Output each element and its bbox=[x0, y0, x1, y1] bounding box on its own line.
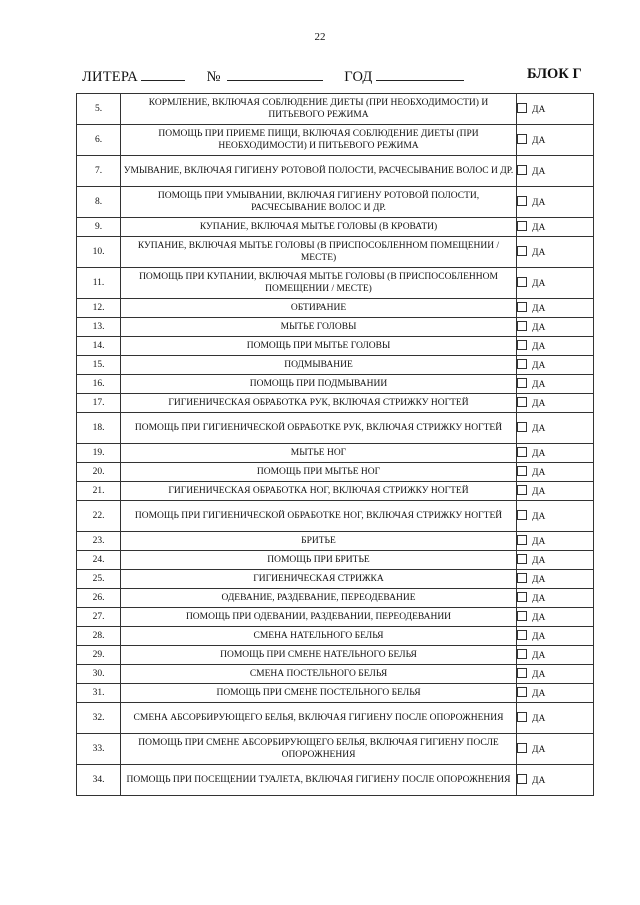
yes-checkbox-cell[interactable] bbox=[517, 684, 594, 703]
item-number: 11. bbox=[77, 268, 121, 299]
item-number: 6. bbox=[77, 125, 121, 156]
item-description: ПОМОЩЬ ПРИ ПОДМЫВАНИИ bbox=[121, 375, 517, 394]
checkbox[interactable] bbox=[517, 321, 527, 331]
checkbox[interactable] bbox=[517, 196, 527, 206]
item-number: 24. bbox=[77, 551, 121, 570]
yes-checkbox-cell[interactable] bbox=[517, 463, 594, 482]
item-description: ПОМОЩЬ ПРИ ОДЕВАНИИ, РАЗДЕВАНИИ, ПЕРЕОДЕВАНИИ bbox=[121, 608, 517, 627]
table-row bbox=[77, 482, 594, 501]
yes-checkbox-cell[interactable] bbox=[517, 413, 594, 444]
yes-checkbox-cell[interactable] bbox=[517, 125, 594, 156]
yes-checkbox-cell[interactable] bbox=[517, 501, 594, 532]
yes-checkbox-cell[interactable] bbox=[517, 375, 594, 394]
item-description: СМЕНА ПОСТЕЛЬНОГО БЕЛЬЯ bbox=[121, 665, 517, 684]
checkbox[interactable] bbox=[517, 774, 527, 784]
item-description: ПОМОЩЬ ПРИ УМЫВАНИИ, ВКЛЮЧАЯ ГИГИЕНУ РОТОВОЙ ПОЛОСТИ, РАСЧЕСЫВАНИЕ ВОЛОС И ДР. bbox=[121, 187, 517, 218]
table-row bbox=[77, 703, 594, 734]
checkbox[interactable] bbox=[517, 535, 527, 545]
yes-checkbox-cell[interactable] bbox=[517, 665, 594, 684]
number-field[interactable] bbox=[227, 68, 323, 81]
checkbox-label: ДА bbox=[532, 744, 546, 755]
checkbox-label: ДА bbox=[532, 467, 546, 478]
table-row bbox=[77, 156, 594, 187]
checkbox-label: ДА bbox=[532, 303, 546, 314]
checkbox[interactable] bbox=[517, 221, 527, 231]
item-description: ОБТИРАНИЕ bbox=[121, 299, 517, 318]
item-number: 5. bbox=[77, 94, 121, 125]
item-description: ГИГИЕНИЧЕСКАЯ ОБРАБОТКА РУК, ВКЛЮЧАЯ СТРИЖКУ НОГТЕЙ bbox=[121, 394, 517, 413]
checkbox[interactable] bbox=[517, 649, 527, 659]
checkbox[interactable] bbox=[517, 630, 527, 640]
checkbox-label: ДА bbox=[532, 713, 546, 724]
yes-checkbox-cell[interactable] bbox=[517, 444, 594, 463]
checkbox[interactable] bbox=[517, 134, 527, 144]
yes-checkbox-cell[interactable] bbox=[517, 237, 594, 268]
item-number: 21. bbox=[77, 482, 121, 501]
yes-checkbox-cell[interactable] bbox=[517, 608, 594, 627]
item-description: ГИГИЕНИЧЕСКАЯ СТРИЖКА bbox=[121, 570, 517, 589]
yes-checkbox-cell[interactable] bbox=[517, 570, 594, 589]
table-row bbox=[77, 94, 594, 125]
item-description: ПОМОЩЬ ПРИ СМЕНЕ НАТЕЛЬНОГО БЕЛЬЯ bbox=[121, 646, 517, 665]
checkbox[interactable] bbox=[517, 422, 527, 432]
item-number: 17. bbox=[77, 394, 121, 413]
checkbox[interactable] bbox=[517, 554, 527, 564]
table-row bbox=[77, 608, 594, 627]
item-number: 31. bbox=[77, 684, 121, 703]
table-row bbox=[77, 463, 594, 482]
item-number: 18. bbox=[77, 413, 121, 444]
item-number: 8. bbox=[77, 187, 121, 218]
block-label: БЛОК Г bbox=[527, 66, 582, 82]
yes-checkbox-cell[interactable] bbox=[517, 156, 594, 187]
item-description: ПОМОЩЬ ПРИ ГИГИЕНИЧЕСКОЙ ОБРАБОТКЕ НОГ, ВКЛЮЧАЯ СТРИЖКУ НОГТЕЙ bbox=[121, 501, 517, 532]
checkbox-label: ДА bbox=[532, 669, 546, 680]
yes-checkbox-cell[interactable] bbox=[517, 394, 594, 413]
checkbox-label: ДА bbox=[532, 511, 546, 522]
yes-checkbox-cell[interactable] bbox=[517, 318, 594, 337]
yes-checkbox-cell[interactable] bbox=[517, 94, 594, 125]
table-row bbox=[77, 765, 594, 796]
number-label: № bbox=[206, 69, 221, 85]
checkbox[interactable] bbox=[517, 302, 527, 312]
item-number: 25. bbox=[77, 570, 121, 589]
form-header bbox=[82, 68, 464, 86]
item-number: 33. bbox=[77, 734, 121, 765]
litera-field[interactable] bbox=[141, 68, 185, 81]
item-description: ПОМОЩЬ ПРИ ПРИЕМЕ ПИЩИ, ВКЛЮЧАЯ СОБЛЮДЕНИЕ ДИЕТЫ (ПРИ НЕОБХОДИМОСТИ) И ПИТЬЕВОГО РЕЖИМА bbox=[121, 125, 517, 156]
yes-checkbox-cell[interactable] bbox=[517, 218, 594, 237]
yes-checkbox-cell[interactable] bbox=[517, 551, 594, 570]
checkbox-label: ДА bbox=[532, 104, 546, 115]
checkbox-label: ДА bbox=[532, 278, 546, 289]
checkbox-label: ДА bbox=[532, 398, 546, 409]
item-number: 7. bbox=[77, 156, 121, 187]
checkbox[interactable] bbox=[517, 687, 527, 697]
item-description: БРИТЬЕ bbox=[121, 532, 517, 551]
checkbox[interactable] bbox=[517, 397, 527, 407]
item-description: КОРМЛЕНИЕ, ВКЛЮЧАЯ СОБЛЮДЕНИЕ ДИЕТЫ (ПРИ НЕОБХОДИМОСТИ) И ПИТЬЕВОГО РЕЖИМА bbox=[121, 94, 517, 125]
item-description: ГИГИЕНИЧЕСКАЯ ОБРАБОТКА НОГ, ВКЛЮЧАЯ СТРИЖКУ НОГТЕЙ bbox=[121, 482, 517, 501]
page-number: 22 bbox=[314, 31, 326, 43]
yes-checkbox-cell[interactable] bbox=[517, 482, 594, 501]
yes-checkbox-cell[interactable] bbox=[517, 337, 594, 356]
checkbox[interactable] bbox=[517, 378, 527, 388]
checkbox-label: ДА bbox=[532, 775, 546, 786]
table-row bbox=[77, 627, 594, 646]
item-description: УМЫВАНИЕ, ВКЛЮЧАЯ ГИГИЕНУ РОТОВОЙ ПОЛОСТИ, РАСЧЕСЫВАНИЕ ВОЛОС И ДР. bbox=[121, 156, 517, 187]
checkbox-label: ДА bbox=[532, 197, 546, 208]
checkbox-label: ДА bbox=[532, 650, 546, 661]
item-description: МЫТЬЕ НОГ bbox=[121, 444, 517, 463]
item-number: 16. bbox=[77, 375, 121, 394]
checkbox-label: ДА bbox=[532, 555, 546, 566]
checkbox-label: ДА bbox=[532, 486, 546, 497]
item-description: СМЕНА НАТЕЛЬНОГО БЕЛЬЯ bbox=[121, 627, 517, 646]
table-row bbox=[77, 187, 594, 218]
item-number: 19. bbox=[77, 444, 121, 463]
table-row bbox=[77, 218, 594, 237]
checkbox-label: ДА bbox=[532, 448, 546, 459]
item-number: 12. bbox=[77, 299, 121, 318]
year-label: ГОД bbox=[344, 69, 373, 85]
item-number: 22. bbox=[77, 501, 121, 532]
table-row bbox=[77, 551, 594, 570]
checkbox[interactable] bbox=[517, 277, 527, 287]
item-number: 32. bbox=[77, 703, 121, 734]
item-number: 9. bbox=[77, 218, 121, 237]
checkbox[interactable] bbox=[517, 668, 527, 678]
checkbox[interactable] bbox=[517, 485, 527, 495]
checkbox-label: ДА bbox=[532, 166, 546, 177]
checkbox[interactable] bbox=[517, 246, 527, 256]
checkbox-label: ДА bbox=[532, 631, 546, 642]
item-number: 26. bbox=[77, 589, 121, 608]
table-row bbox=[77, 646, 594, 665]
table-row bbox=[77, 394, 594, 413]
checkbox[interactable] bbox=[517, 592, 527, 602]
checkbox[interactable] bbox=[517, 743, 527, 753]
item-description: КУПАНИЕ, ВКЛЮЧАЯ МЫТЬЕ ГОЛОВЫ (В КРОВАТИ) bbox=[121, 218, 517, 237]
table-row bbox=[77, 356, 594, 375]
checkbox-label: ДА bbox=[532, 360, 546, 371]
table-row bbox=[77, 375, 594, 394]
table-row bbox=[77, 237, 594, 268]
item-number: 23. bbox=[77, 532, 121, 551]
yes-checkbox-cell[interactable] bbox=[517, 703, 594, 734]
yes-checkbox-cell[interactable] bbox=[517, 187, 594, 218]
item-number: 27. bbox=[77, 608, 121, 627]
checkbox-label: ДА bbox=[532, 135, 546, 146]
yes-checkbox-cell[interactable] bbox=[517, 646, 594, 665]
table-row bbox=[77, 532, 594, 551]
checkbox[interactable] bbox=[517, 340, 527, 350]
checkbox-label: ДА bbox=[532, 379, 546, 390]
checkbox-label: ДА bbox=[532, 423, 546, 434]
litera-label: ЛИТЕРА bbox=[82, 69, 138, 85]
checkbox[interactable] bbox=[517, 359, 527, 369]
item-number: 13. bbox=[77, 318, 121, 337]
item-description: ПОМОЩЬ ПРИ БРИТЬЕ bbox=[121, 551, 517, 570]
checkbox[interactable] bbox=[517, 573, 527, 583]
table-row bbox=[77, 734, 594, 765]
item-number: 29. bbox=[77, 646, 121, 665]
checkbox-label: ДА bbox=[532, 688, 546, 699]
checkbox-label: ДА bbox=[532, 222, 546, 233]
checkbox-label: ДА bbox=[532, 536, 546, 547]
item-number: 28. bbox=[77, 627, 121, 646]
table-row bbox=[77, 299, 594, 318]
item-description: ПОМОЩЬ ПРИ СМЕНЕ ПОСТЕЛЬНОГО БЕЛЬЯ bbox=[121, 684, 517, 703]
item-description: ПОМОЩЬ ПРИ СМЕНЕ АБСОРБИРУЮЩЕГО БЕЛЬЯ, ВКЛЮЧАЯ ГИГИЕНУ ПОСЛЕ ОПОРОЖНЕНИЯ bbox=[121, 734, 517, 765]
checkbox[interactable] bbox=[517, 447, 527, 457]
item-description: СМЕНА АБСОРБИРУЮЩЕГО БЕЛЬЯ, ВКЛЮЧАЯ ГИГИЕНУ ПОСЛЕ ОПОРОЖНЕНИЯ bbox=[121, 703, 517, 734]
checkbox[interactable] bbox=[517, 712, 527, 722]
checkbox-label: ДА bbox=[532, 593, 546, 604]
checkbox-label: ДА bbox=[532, 341, 546, 352]
item-number: 10. bbox=[77, 237, 121, 268]
table-row bbox=[77, 337, 594, 356]
item-number: 34. bbox=[77, 765, 121, 796]
item-description: ПОМОЩЬ ПРИ КУПАНИИ, ВКЛЮЧАЯ МЫТЬЕ ГОЛОВЫ (В ПРИСПОСОБЛЕННОМ ПОМЕЩЕНИИ / МЕСТЕ) bbox=[121, 268, 517, 299]
checkbox-label: ДА bbox=[532, 247, 546, 258]
table-row bbox=[77, 444, 594, 463]
yes-checkbox-cell[interactable] bbox=[517, 765, 594, 796]
table-row bbox=[77, 501, 594, 532]
year-field[interactable] bbox=[376, 68, 464, 81]
checkbox-label: ДА bbox=[532, 612, 546, 623]
table-row bbox=[77, 318, 594, 337]
care-items-table bbox=[76, 93, 594, 796]
table-row bbox=[77, 268, 594, 299]
table-row bbox=[77, 684, 594, 703]
checkbox[interactable] bbox=[517, 510, 527, 520]
item-number: 14. bbox=[77, 337, 121, 356]
yes-checkbox-cell[interactable] bbox=[517, 734, 594, 765]
checkbox-label: ДА bbox=[532, 574, 546, 585]
table-row bbox=[77, 125, 594, 156]
yes-checkbox-cell[interactable] bbox=[517, 268, 594, 299]
checkbox[interactable] bbox=[517, 103, 527, 113]
table-row bbox=[77, 665, 594, 684]
yes-checkbox-cell[interactable] bbox=[517, 299, 594, 318]
item-number: 30. bbox=[77, 665, 121, 684]
checkbox-label: ДА bbox=[532, 322, 546, 333]
item-description: ОДЕВАНИЕ, РАЗДЕВАНИЕ, ПЕРЕОДЕВАНИЕ bbox=[121, 589, 517, 608]
checkbox[interactable] bbox=[517, 466, 527, 476]
item-description: ПОМОЩЬ ПРИ ГИГИЕНИЧЕСКОЙ ОБРАБОТКЕ РУК, ВКЛЮЧАЯ СТРИЖКУ НОГТЕЙ bbox=[121, 413, 517, 444]
item-description: ПОМОЩЬ ПРИ МЫТЬЕ НОГ bbox=[121, 463, 517, 482]
yes-checkbox-cell[interactable] bbox=[517, 356, 594, 375]
yes-checkbox-cell[interactable] bbox=[517, 627, 594, 646]
item-description: ПОМОЩЬ ПРИ ПОСЕЩЕНИИ ТУАЛЕТА, ВКЛЮЧАЯ ГИГИЕНУ ПОСЛЕ ОПОРОЖНЕНИЯ bbox=[121, 765, 517, 796]
item-description: ПОМОЩЬ ПРИ МЫТЬЕ ГОЛОВЫ bbox=[121, 337, 517, 356]
item-description: МЫТЬЕ ГОЛОВЫ bbox=[121, 318, 517, 337]
checkbox[interactable] bbox=[517, 165, 527, 175]
item-number: 20. bbox=[77, 463, 121, 482]
table-row bbox=[77, 589, 594, 608]
table-row bbox=[77, 413, 594, 444]
table-row bbox=[77, 570, 594, 589]
yes-checkbox-cell[interactable] bbox=[517, 589, 594, 608]
yes-checkbox-cell[interactable] bbox=[517, 532, 594, 551]
item-description: ПОДМЫВАНИЕ bbox=[121, 356, 517, 375]
item-description: КУПАНИЕ, ВКЛЮЧАЯ МЫТЬЕ ГОЛОВЫ (В ПРИСПОСОБЛЕННОМ ПОМЕЩЕНИИ / МЕСТЕ) bbox=[121, 237, 517, 268]
item-number: 15. bbox=[77, 356, 121, 375]
checkbox[interactable] bbox=[517, 611, 527, 621]
